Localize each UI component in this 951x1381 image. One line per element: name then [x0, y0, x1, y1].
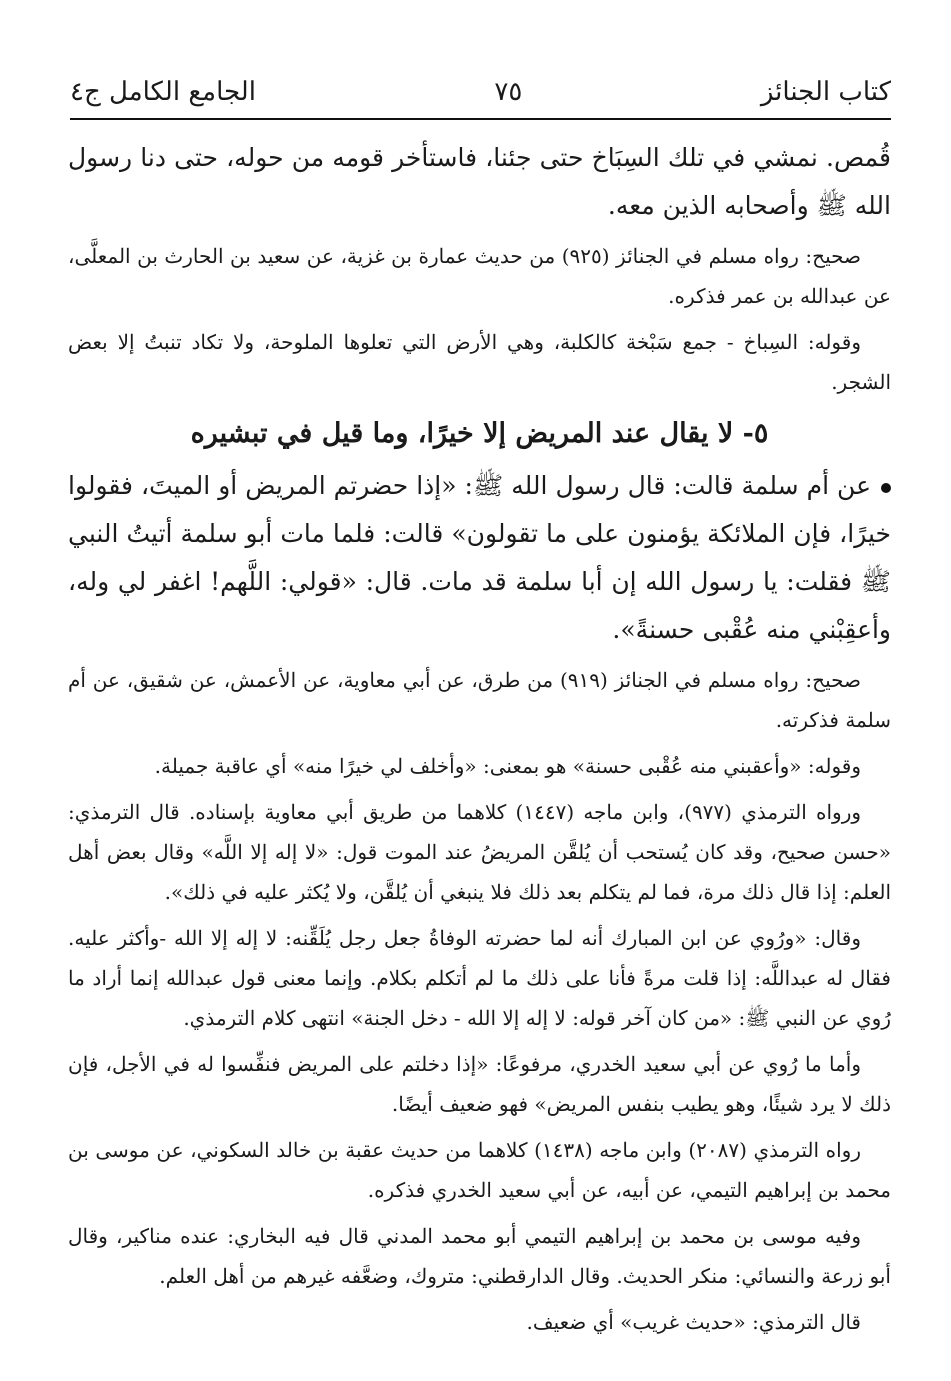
- page-body: [68, 134, 891, 1342]
- commentary-note: ورواه الترمذي (٩٧٧)، وابن ماجه (١٤٤٧) كلاهما من طريق أبي معاوية بإسناده. قال الترمذي: «حسن صحيح، وقد كان يُستحب أن يُلقَّن المريضُ عند الموت قول: «لا إله إلا اللَّه» وقال بعض أهل العلم: إذا قال ذلك مرة، فما لم يتكلم بعد ذلك فلا ينبغي أن يُلقَّن، ولا يُكثر عليه في ذلك».: [68, 800, 891, 904]
- commentary-note: وقال: «ورُوي عن ابن المبارك أنه لما حضرته الوفاةُ جعل رجل يُلَقِّنه: لا إله إلا الله -وأكثر عليه. فقال له عبداللَّه: إذا قلت مرةً فأنا على ذلك ما لم أتكلم بكلام. وإنما معنى قول عبدالله إنما أراد ما رُوي عن النبي ﷺ: «من كان آخر قوله: لا إله إلا الله - دخل الجنة» انتهى كلام الترمذي.: [68, 926, 891, 1030]
- hadith-continuation: قُمص. نمشي في تلك السِبَاخ حتى جئنا، فاستأخر قومه من حوله، حتى دنا رسول الله ﷺ وأصحابه الذين معه.: [68, 143, 891, 220]
- takhrij-note: صحيح: رواه مسلم في الجنائز (٩٢٥) من حديث عمارة بن غزية، عن سعيد بن الحارث بن المعلَّى، عن عبدالله بن عمر فذكره.: [68, 244, 891, 308]
- commentary-note: قال الترمذي: «حديث غريب» أي ضعيف.: [526, 1310, 861, 1334]
- header-chapter-title: كتاب الجنائز: [760, 77, 891, 107]
- commentary-note: وأما ما رُوي عن أبي سعيد الخدري، مرفوعًا: «إذا دخلتم على المريض فنفِّسوا له في الأجل، فإن ذلك لا يرد شيئًا، وهو يطيب بنفس المريض» فهو ضعيف أيضًا.: [68, 1052, 891, 1116]
- commentary-note: وقوله: السِباخ - جمع سَبْخة كالكلبة، وهي الأرض التي تعلوها الملوحة، ولا تكاد تنبتُ إلا بعض الشجر.: [68, 330, 891, 394]
- header-rule: [70, 118, 891, 120]
- commentary-note: رواه الترمذي (٢٠٨٧) وابن ماجه (١٤٣٨) كلاهما من حديث عقبة بن خالد السكوني، عن موسى بن محمد بن إبراهيم التيمي، عن أبيه، عن أبي سعيد الخدري فذكره.: [68, 1138, 891, 1202]
- commentary-note: وفيه موسى بن محمد بن إبراهيم التيمي أبو محمد المدني قال فيه البخاري: عنده مناكير، وقال أبو زرعة والنسائي: منكر الحديث. وقال الدارقطني: متروك، وضعَّفه غيرهم من أهل العلم.: [68, 1224, 891, 1288]
- bullet-icon: [881, 483, 891, 493]
- page-number: ٧٥: [494, 77, 523, 107]
- takhrij-note: صحيح: رواه مسلم في الجنائز (٩١٩) من طرق، عن أبي معاوية، عن الأعمش، عن شقيق، عن أم سلمة فذكرته.: [68, 668, 891, 732]
- section-heading: ٥- لا يقال عند المريض إلا خيرًا، وما قيل في تبشيره: [190, 418, 769, 449]
- header-book-title: الجامع الكامل ج٤: [70, 77, 256, 107]
- hadith-body: عن أم سلمة قالت: قال رسول الله ﷺ: «إذا حضرتم المريض أو الميتَ، فقولوا خيرًا، فإن الملائكة يؤمنون على ما تقولون» قالت: فلما مات أبو سلمة أتيتُ النبي ﷺ فقلت: يا رسول الله إن أبا سلمة قد مات. قال: «قولي: اللَّهم! اغفر لي وله، وأعقِبْني منه عُقْبى حسنةً».: [68, 471, 891, 644]
- hadith-text: [68, 462, 891, 654]
- running-header: [70, 72, 891, 112]
- commentary-note: وقوله: «وأعقبني منه عُقْبى حسنة» هو بمعنى: «وأخلف لي خيرًا منه» أي عاقبة جميلة.: [154, 754, 861, 778]
